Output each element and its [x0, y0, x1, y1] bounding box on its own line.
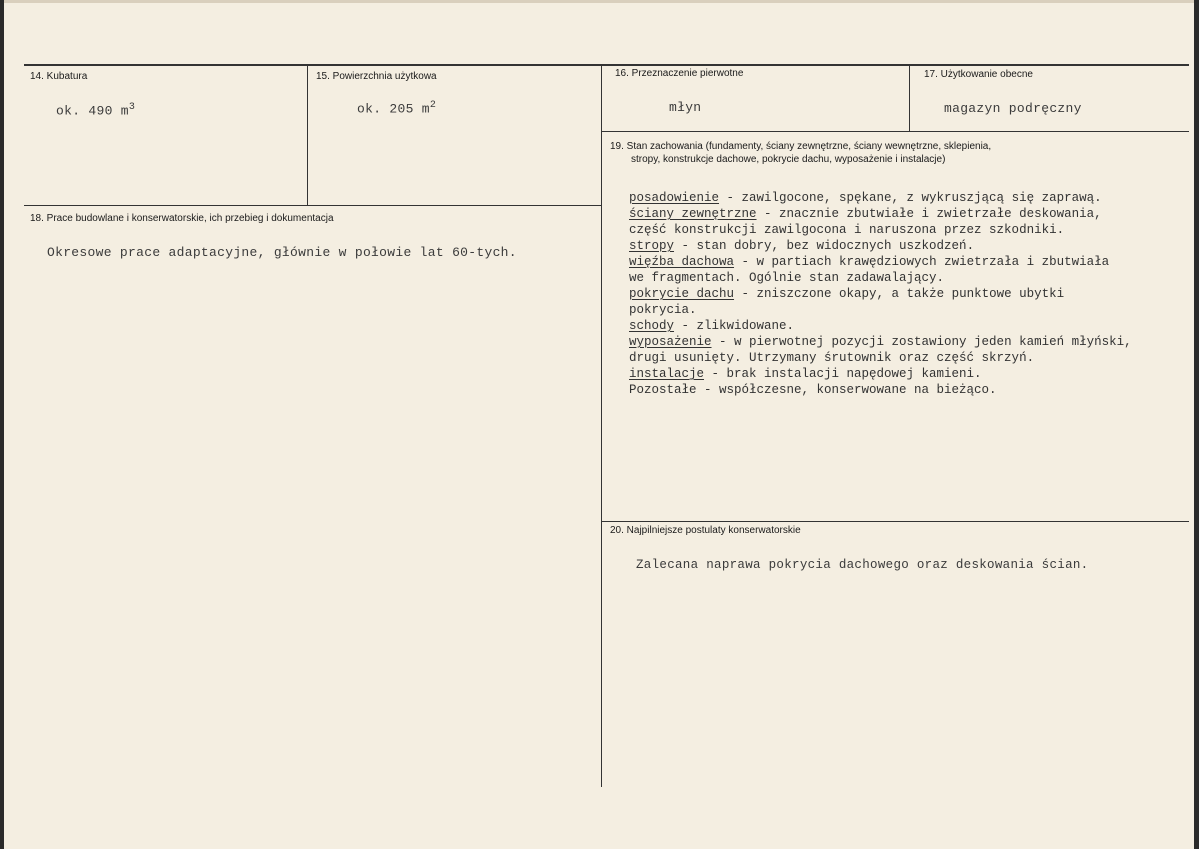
stan-line: część konstrukcji zawilgocona i naruszona przez szkodniki. — [629, 223, 1065, 237]
powierzchnia-value: ok. 205 $m^2$ — [357, 100, 437, 117]
stan-line: wyposażenie - w pierwotnej pozycji zostawiony jeden kamień młyński, — [629, 335, 1132, 349]
stan-line: ściany zewnętrzne - znacznie zbutwiałe i zwietrzałe deskowania, — [629, 207, 1102, 221]
stan-label-line-1: 19. Stan zachowania (fundamenty, ściany zewnętrzne, ściany wewnętrzne, sklepienia, — [610, 141, 992, 152]
stan-line: we fragmentach. Ogólnie stan zadawalający. — [629, 271, 945, 285]
stan-line: więźba dachowa - w partiach krawędziowych zwietrzała i zbutwiała — [629, 255, 1110, 269]
card-left-edge — [0, 0, 4, 849]
postulaty-divider — [601, 521, 1189, 522]
col-divider-right — [909, 65, 910, 131]
przeznaczenie-value: młyn — [669, 100, 702, 115]
stan-label-line-2: stropy, konstrukcje dachowe, pokrycie dachu, wyposażenie i instalacje) — [631, 154, 946, 165]
top-border-line — [24, 64, 1189, 66]
stan-line: pokrycia. — [629, 303, 697, 317]
postulaty-value: Zalecana naprawa pokrycia dachowego oraz deskowania ścian. — [636, 558, 1089, 572]
stan-line: schody - zlikwidowane. — [629, 319, 795, 333]
powierzchnia-label: 15. Powierzchnia użytkowa — [316, 71, 437, 82]
prace-value: Okresowe prace adaptacyjne, głównie w połowie lat 60-tych. — [47, 245, 517, 260]
card-top-edge — [0, 0, 1199, 3]
stan-text — [629, 190, 1132, 398]
col-divider-center — [601, 65, 602, 787]
stan-line: instalacje - brak instalacji napędowej kamieni. — [629, 367, 982, 381]
stan-line: posadowienie - zawilgocone, spękane, z wykruszjącą się zaprawą. — [629, 191, 1102, 205]
kubatura-value: ok. 490 $m^3$ — [56, 102, 136, 119]
prace-label: 18. Prace budowlane i konserwatorskie, ich przebieg i dokumentacja — [30, 213, 334, 224]
stan-label — [610, 140, 991, 166]
row-divider-right — [601, 131, 1189, 132]
przeznaczenie-label: 16. Przeznaczenie pierwotne — [615, 68, 744, 79]
stan-line: drugi usunięty. Utrzymany śrutownik oraz część skrzyń. — [629, 351, 1035, 365]
row-divider-left — [24, 205, 601, 206]
stan-line: stropy - stan dobry, bez widocznych uszkodzeń. — [629, 239, 975, 253]
kubatura-label: 14. Kubatura — [30, 71, 88, 82]
stan-line: Pozostałe - współczesne, konserwowane na bieżąco. — [629, 383, 997, 397]
card-right-edge — [1194, 0, 1199, 849]
stan-line: pokrycie dachu - zniszczone okapy, a także punktowe ubytki — [629, 287, 1065, 301]
uzytkowanie-value: magazyn podręczny — [944, 101, 1082, 116]
col-divider-left — [307, 65, 308, 205]
uzytkowanie-label: 17. Użytkowanie obecne — [924, 69, 1033, 80]
postulaty-label: 20. Najpilniejsze postulaty konserwatorskie — [610, 525, 801, 536]
